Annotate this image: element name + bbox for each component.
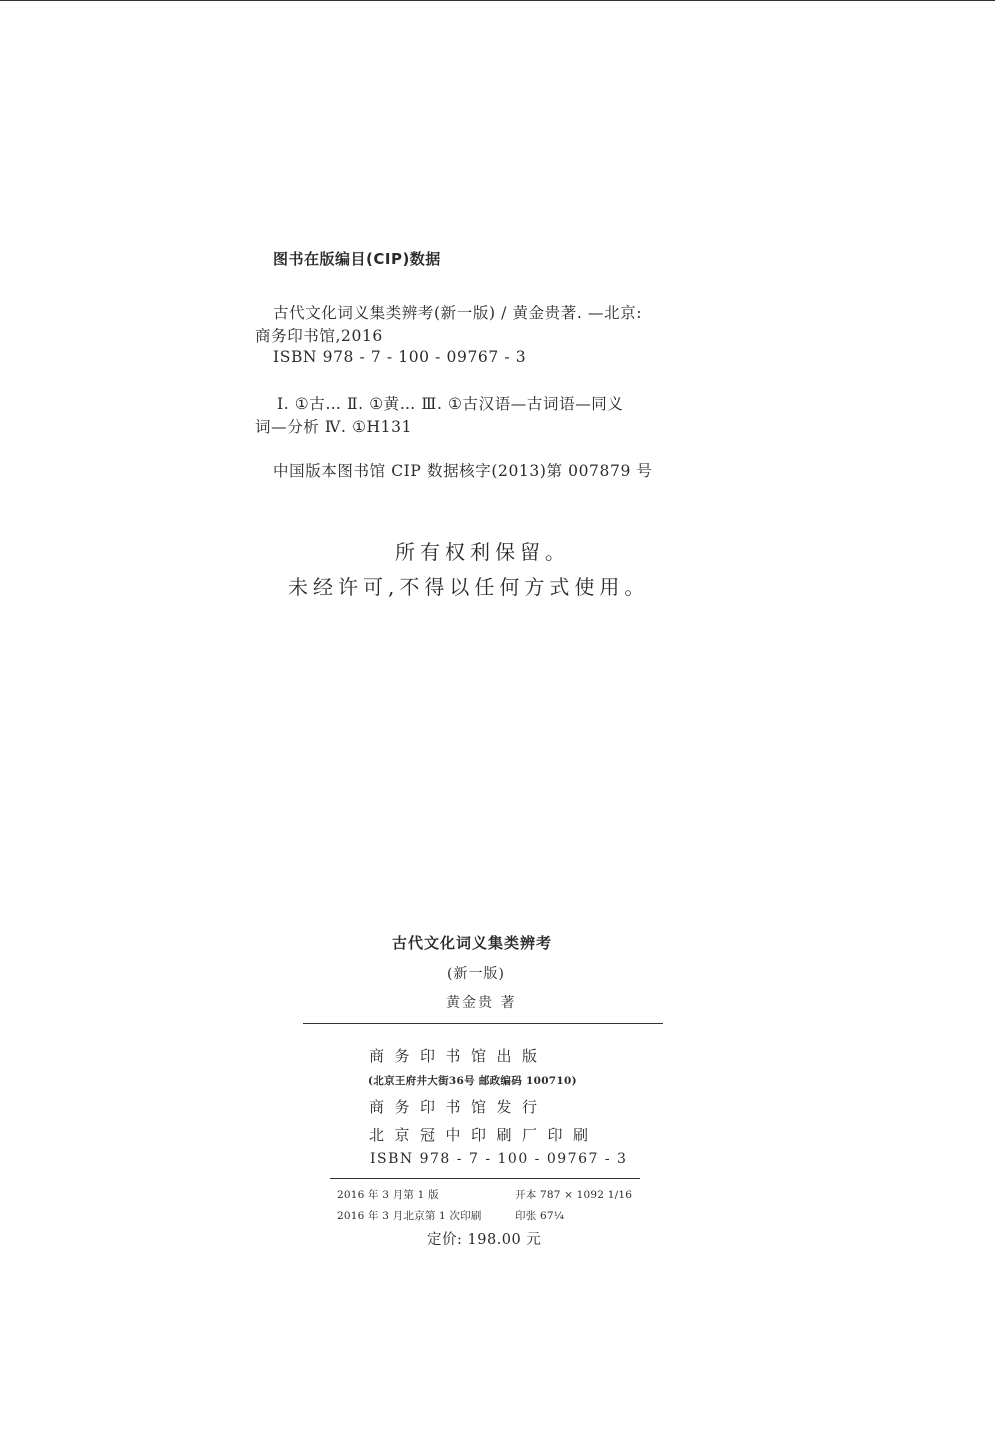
colophon-address: (北京王府井大街36号 邮政编码 100710) bbox=[368, 1075, 577, 1087]
colophon-price: 定价: 198.00 元 bbox=[427, 1232, 542, 1248]
cip-record-number: 中国版本图书馆 CIP 数据核字(2013)第 007879 号 bbox=[273, 462, 653, 480]
colophon-printer: 北京冠中印刷厂印刷 bbox=[369, 1126, 599, 1144]
colophon-publisher: 商务印书馆出版 bbox=[369, 1047, 548, 1065]
top-border-line bbox=[0, 0, 995, 1]
colophon-format: 开本 787 × 1092 1/16 bbox=[515, 1189, 633, 1201]
colophon-bottom-rule bbox=[330, 1178, 640, 1179]
rights-line-1: 所有权利保留。 bbox=[395, 540, 570, 564]
colophon-print-date: 2016 年 3 月北京第 1 次印刷 bbox=[337, 1210, 482, 1222]
cip-title-line: 古代文化词义集类辨考(新一版) / 黄金贵著. —北京: bbox=[273, 304, 643, 322]
rights-line-2: 未经许可,不得以任何方式使用。 bbox=[288, 575, 650, 599]
colophon-isbn: ISBN 978 - 7 - 100 - 09767 - 3 bbox=[370, 1151, 628, 1167]
cip-isbn: ISBN 978 - 7 - 100 - 09767 - 3 bbox=[273, 348, 527, 366]
colophon-author: 黄金贵 著 bbox=[446, 995, 517, 1011]
colophon-edition-date: 2016 年 3 月第 1 版 bbox=[337, 1189, 439, 1201]
cip-publisher-line: 商务印书馆,2016 bbox=[255, 327, 383, 345]
colophon-distributor: 商务印书馆发行 bbox=[369, 1098, 548, 1116]
colophon-edition: (新一版) bbox=[447, 966, 505, 982]
cip-heading: 图书在版编目(CIP)数据 bbox=[273, 250, 441, 268]
colophon-title: 古代文化词义集类辨考 bbox=[392, 934, 553, 952]
colophon-top-rule bbox=[303, 1023, 663, 1024]
colophon-sheets: 印张 67¼ bbox=[515, 1210, 565, 1222]
cip-classification-line-1: Ⅰ. ①古… Ⅱ. ①黄… Ⅲ. ①古汉语—古词语—同义 bbox=[277, 395, 624, 413]
cip-classification-line-2: 词—分析 Ⅳ. ①H131 bbox=[255, 418, 413, 436]
